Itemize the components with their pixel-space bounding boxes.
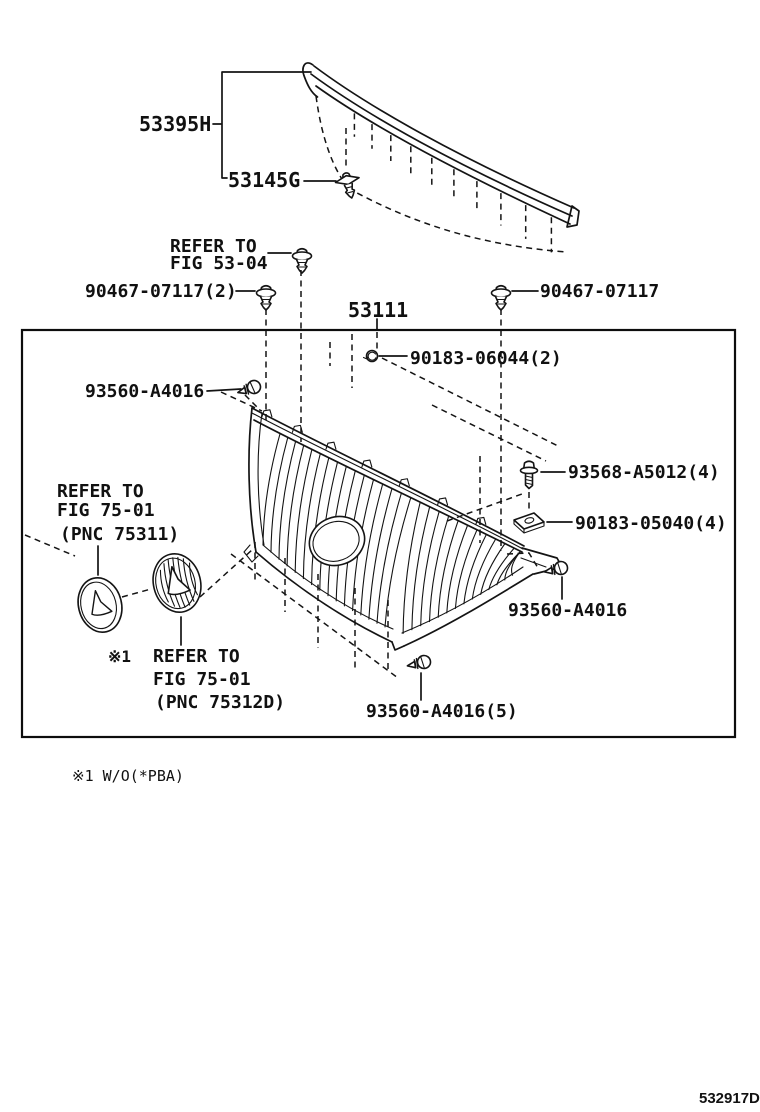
label-refer-fig53-1: REFER TO — [170, 236, 257, 257]
emblem-base-icon — [147, 549, 207, 618]
screw-upper-left-leader — [207, 389, 241, 391]
label-emblem-ref2-2: FIG 75-01 — [153, 669, 251, 690]
label-clip-right: 90467-07117 — [540, 281, 660, 302]
label-screw-bottom: 93560-A4016(5) — [366, 701, 518, 722]
grille-slat — [438, 521, 458, 618]
figure-code: 532917D — [699, 1090, 760, 1107]
grille-bottom-tip — [392, 642, 404, 650]
molding-label-bracket — [213, 72, 311, 178]
grille-left-edge-inner — [258, 413, 264, 545]
grille-slat — [455, 530, 477, 609]
grille-slat — [403, 502, 420, 633]
grille-slat — [295, 450, 312, 573]
grille-slat — [287, 445, 304, 566]
label-emblem-ref1-3: (PNC 75311) — [60, 524, 180, 545]
grille-top-bar-outer — [252, 408, 524, 546]
label-emblem-ref1-2: FIG 75-01 — [57, 500, 155, 521]
molding-hidden-lower-edge — [348, 188, 566, 252]
grille-right-wing-inner — [521, 558, 546, 567]
label-emblem-ref1-1: REFER TO — [57, 481, 144, 502]
grille-slat — [279, 441, 296, 559]
label-grommet: 90183-06044(2) — [410, 348, 562, 369]
label-emblem-ref2-1: REFER TO — [153, 646, 240, 667]
molding-hatch-lines — [354, 113, 551, 252]
grille-slat — [472, 539, 495, 599]
molding-top-edge — [314, 66, 574, 208]
fig53-clip-icon — [293, 249, 312, 273]
molding-clip-icon — [334, 170, 364, 201]
label-refer-fig53-2: FIG 53-04 — [170, 253, 268, 274]
label-screw-upper-left: 93560-A4016 — [85, 381, 205, 402]
label-clip-nut: 90183-05040(4) — [575, 513, 727, 534]
clip-left-icon — [257, 286, 276, 310]
grommet-icon — [364, 351, 378, 362]
grille-slat — [385, 498, 411, 627]
grille-top-bar-tabs — [262, 410, 486, 525]
footnote-text: ※1 W/O(*PBA) — [72, 767, 184, 785]
label-emblem-ref2-3: (PNC 75312D) — [155, 692, 286, 713]
grille-top-bar-mid — [252, 413, 523, 549]
label-molding: 53395H — [139, 112, 212, 136]
grille-bottom-left-edge — [256, 552, 392, 642]
grille-slat — [464, 534, 487, 603]
labels — [57, 112, 760, 1107]
grille-left-edge — [249, 408, 256, 552]
grille-slat — [377, 493, 401, 623]
label-clip-left: 90467-07117(2) — [85, 281, 237, 302]
clip-right-icon — [492, 286, 511, 310]
label-grille: 53111 — [348, 298, 409, 322]
bolt-right-icon — [521, 461, 538, 488]
label-screw-lower-right: 93560-A4016 — [508, 600, 628, 621]
grille-top-bar-inner — [254, 420, 522, 552]
label-note-marker: ※1 — [108, 647, 132, 666]
hood-molding-drawing — [303, 63, 579, 252]
screw-lower-right-icon — [543, 561, 568, 577]
clip-nut-icon — [514, 513, 544, 533]
label-molding-clip: 53145G — [228, 168, 301, 192]
emblem-front-icon — [72, 573, 127, 637]
grille-slats — [263, 434, 521, 634]
grille-slat — [369, 489, 392, 620]
label-bolt-right: 93568-A5012(4) — [568, 462, 720, 483]
screw-bottom-icon — [406, 655, 431, 671]
